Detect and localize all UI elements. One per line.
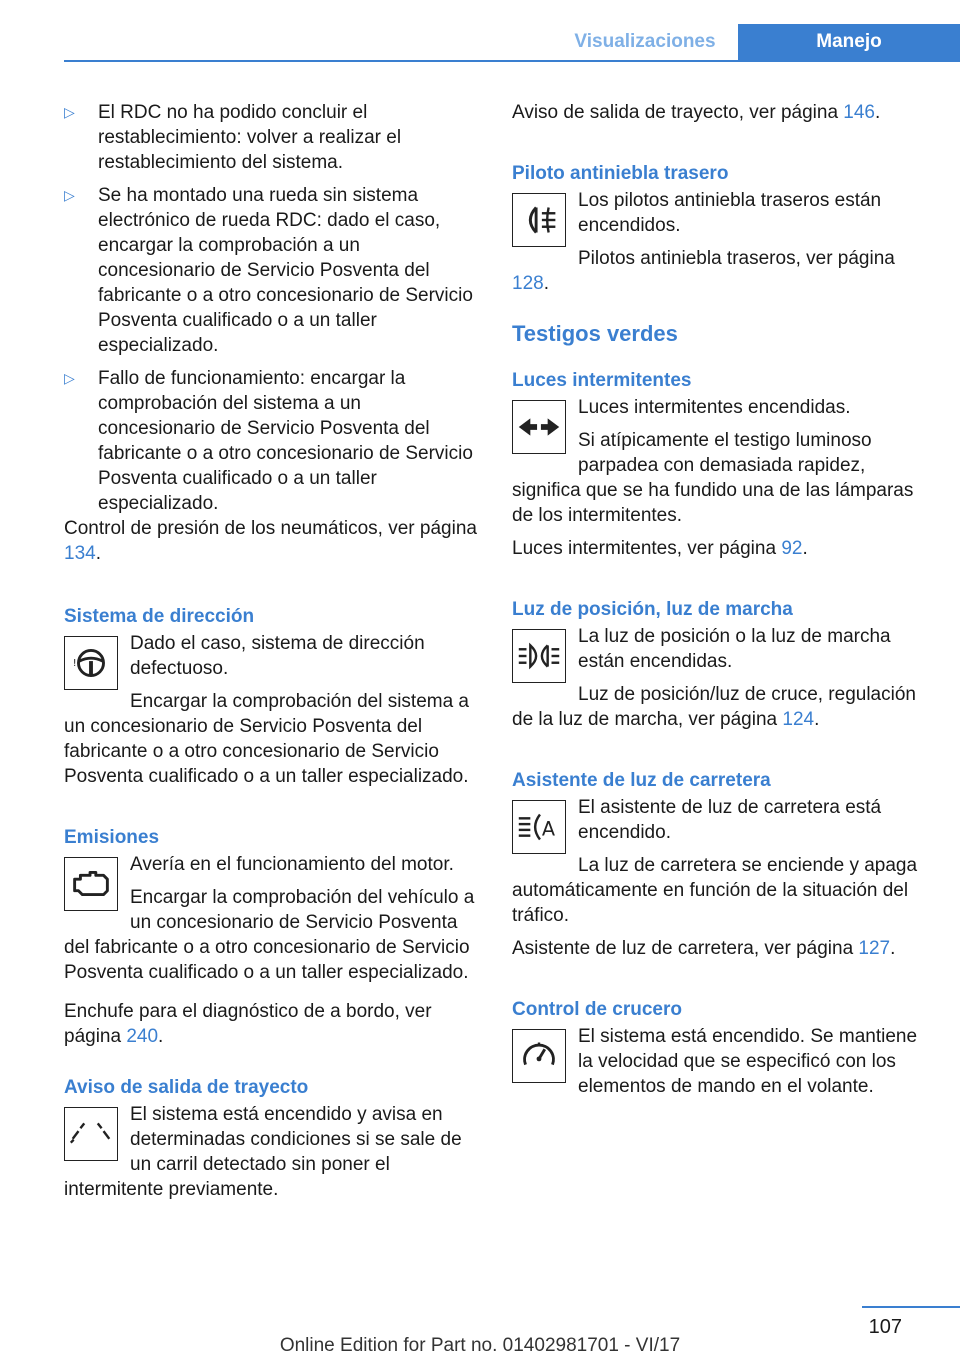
page-number: 107 [868, 1316, 902, 1338]
triangle-bullet-icon: ▷ [64, 187, 75, 203]
emissions-text-1: Avería en el funcionamiento del motor. [130, 854, 454, 875]
engine-icon [64, 857, 118, 911]
page-link[interactable]: 134 [64, 543, 96, 564]
parking-reference: Luz de posición/luz de cruce, regulación de la luz de marcha, ver página 124. [512, 684, 916, 730]
section-heading-green-indicators: Testigos verdes [512, 321, 678, 346]
page-link[interactable]: 240 [126, 1026, 159, 1047]
parking-light-icon [512, 629, 566, 683]
fog-text-1: Los pilotos antiniebla traseros están encendidos. [578, 190, 882, 236]
bullet-text: Fallo de funcionamiento: encargar la comprobación del sistema a un concesionario de Servicio Posventa del fabricante o a otro concesionario de Servicio Posventa cualificado o a un taller especializado. [98, 368, 473, 514]
obd-reference: Enchufe para el diagnóstico de a bordo, ver página 240. [64, 1001, 432, 1047]
highbeam-text-1: El asistente de luz de carretera está encendido. [578, 797, 882, 843]
triangle-bullet-icon: ▷ [64, 104, 75, 120]
svg-text:A: A [541, 817, 556, 841]
fog-reference: Pilotos antiniebla traseros, ver página 128. [512, 248, 895, 294]
lane-text-1: El sistema está encendido y avisa en determinadas condiciones si se sale de un carril detectado sin poner el intermitente previamente. [64, 1104, 462, 1200]
page-link[interactable]: 128 [512, 273, 544, 294]
section-title-high-beam-assistant: Asistente de luz de carretera [512, 770, 771, 791]
parking-text-1: La luz de posición o la luz de marcha están encendidas. [578, 626, 891, 672]
steering-text-1: Dado el caso, sistema de dirección defectuoso. [130, 633, 425, 679]
list-item [64, 100, 478, 175]
highbeam-reference: Asistente de luz de carretera, ver página 127. [512, 938, 896, 959]
list-item [64, 183, 478, 358]
tire-pressure-reference: Control de presión de los neumáticos, ver página 134. [64, 518, 477, 564]
turn-reference: Luces intermitentes, ver página 92. [512, 538, 808, 559]
section-title-emissions: Emisiones [64, 827, 160, 848]
right-column [512, 100, 928, 1099]
highbeam-text-2: La luz de carretera se enciende y apaga automáticamente en función de la situación del tráfico. [512, 855, 918, 926]
section-title-cruise-control: Control de crucero [512, 999, 682, 1020]
page-link[interactable]: 124 [782, 709, 815, 730]
high-beam-assistant-icon [512, 800, 566, 854]
page-link[interactable]: 92 [781, 538, 803, 559]
list-item [64, 366, 478, 516]
page-header [0, 0, 960, 62]
svg-text:!: ! [72, 657, 77, 669]
bullet-text: Se ha montado una rueda sin sistema electrónico de rueda RDC: dado el caso, encargar la comprobación a un concesionario de Servicio Posventa del fabricante o a otro concesionario de Servicio Posventa cualificado o a un taller especializado. [98, 185, 473, 356]
edition-note: Online Edition for Part no. 01402981701 - VI/17 [279, 1335, 681, 1356]
cruise-control-icon [512, 1029, 566, 1083]
section-title-parking-lights: Luz de posición, luz de marcha [512, 599, 793, 620]
steering-wheel-icon [64, 636, 118, 690]
bullet-text: El RDC no ha podido concluir el restablecimiento: volver a realizar el restablecimiento del sistema. [98, 102, 402, 173]
section-title-turn-signals: Luces intermitentes [512, 370, 692, 391]
emissions-text-2: Encargar la comprobación del vehículo a un concesionario de Servicio Posventa del fabricante o a otro concesionario de Servicio Posventa cualificado o a un taller especializado. [64, 887, 475, 983]
triangle-bullet-icon: ▷ [64, 370, 75, 386]
section-title-lane-departure: Aviso de salida de trayecto [64, 1077, 309, 1098]
section-title-steering: Sistema de dirección [64, 606, 255, 627]
lane-reference: Aviso de salida de trayecto, ver página 146. [512, 102, 881, 123]
header-rule [64, 60, 960, 62]
rear-fog-light-icon [512, 193, 566, 247]
page-link[interactable]: 146 [843, 102, 875, 123]
tab-manejo[interactable]: Manejo [738, 24, 960, 60]
turn-text-1: Luces intermitentes encendidas. [578, 397, 851, 418]
lane-departure-icon [64, 1107, 118, 1161]
tab-visualizaciones[interactable]: Visualizaciones [574, 31, 716, 52]
turn-signal-arrows-icon [512, 400, 566, 454]
left-column [64, 100, 478, 1202]
section-title-rear-fog: Piloto antiniebla trasero [512, 163, 729, 184]
page-link[interactable]: 127 [858, 938, 891, 959]
cruise-text-1: El sistema está encendido. Se mantiene la velocidad que se especificó con los elementos de mando en el volante. [578, 1026, 918, 1097]
steering-text-2: Encargar la comprobación del sistema a un concesionario de Servicio Posventa del fabricante o a otro concesionario de Servicio Posventa cualificado o a un taller especializado. [64, 691, 470, 787]
turn-text-2: Si atípicamente el testigo luminoso parpadea con demasiada rapidez, significa que se ha fundido una de las lámparas de los intermitentes. [512, 430, 914, 526]
footer-rule [862, 1306, 960, 1308]
